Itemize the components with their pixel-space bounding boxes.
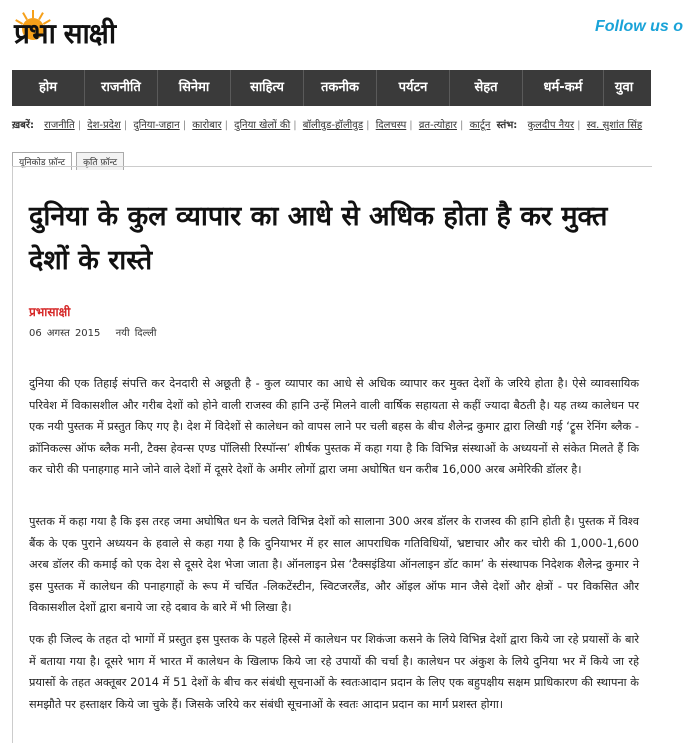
strip-link-kuldip-nayar[interactable]: कुलदीप नैयर <box>527 120 575 131</box>
nav-item-youth[interactable]: युवा <box>614 80 634 95</box>
article-paragraph: एक ही जिल्द के तहत दो भागों में प्रस्तुत इस पुस्तक के पहले हिस्से में कालेधन पर शिकंजा कसने के लिये विभिन्न देशों द्वारा किये जा रहे प्रयासों के बारे में बताया गया है। दूसरे भाग में भारत में कालेधन के खिलाफ किये जा रहे उपायों की चर्चा है। कालेधन पर अंकुश के लिये दुनिया भर में किये जा रहे प्रयासों के तहत अक्तूबर 2014 में 51 देशों के बीच कर संबंधी सूचनाओं के स्वतःआदान प्रदान के लिए एक बहुपक्षीय सक्षम प्राधिकारण की स्थापना के समझौते पर हस्ताक्षर किये जा चुके हैं। जिसके जरिये कर संबंधी सूचनाओं के स्वतः आदान प्रदान का मार्ग प्रशस्त होगा। <box>29 633 639 711</box>
strip-link-business[interactable]: कारोबार <box>192 120 222 131</box>
article-author[interactable]: प्रभासाक्षी <box>29 305 71 319</box>
strip-link-festivals[interactable]: व्रत-त्योहार <box>418 120 458 131</box>
nav-item-politics[interactable]: राजनीति <box>85 70 158 106</box>
article-location: नयी दिल्ली <box>115 328 157 339</box>
strip-link-interesting[interactable]: दिलचस्प <box>375 120 407 131</box>
strip-link-states[interactable]: देश-प्रदेश <box>87 120 121 131</box>
main-nav <box>12 70 651 106</box>
follow-us-link[interactable]: Follow us o <box>595 18 683 35</box>
strip-link-sushant-singh[interactable]: स्व. सुशांत सिंह <box>586 120 643 131</box>
strip-link-sports[interactable]: दुनिया खेलों की <box>234 120 291 131</box>
tab-unicode-font[interactable]: यूनिकोड फ़ॉन्ट <box>12 152 72 170</box>
category-strip: ख़बरें: राजनीति | देश-प्रदेश | दुनिया-जहान | कारोबार | दुनिया खेलों की | बॉलीवुड-हॉलीवुड | दिलचस्प | व्रत-त्योहार | कार्टून स्तंभ: कुलदीप नैयर | स्व. सुशांत सिंह <box>12 120 643 131</box>
nav-item-literature[interactable]: साहित्य <box>231 70 304 106</box>
nav-item-tourism[interactable]: पर्यटन <box>377 70 450 106</box>
nav-item-health[interactable]: सेहत <box>450 70 523 106</box>
news-label: ख़बरें: <box>12 120 34 131</box>
article-meta <box>29 325 157 339</box>
article-date: 06 अगस्त 2015 <box>29 328 101 339</box>
nav-item-home[interactable]: होम <box>12 70 85 106</box>
strip-link-bollywood[interactable]: बॉलीवुड-हॉलीवुड <box>302 120 364 131</box>
nav-item-religion[interactable]: धर्म-कर्म <box>523 70 604 106</box>
column-label: स्तंभ: <box>496 120 518 131</box>
strip-link-world[interactable]: दुनिया-जहान <box>133 120 180 131</box>
article-paragraph: दुनिया की एक तिहाई संपत्ति कर देनदारी से अछूती है - कुल व्यापार का आधे से अधिक व्यापार कर मुक्त देशों के जरिये होता है। ऐसे व्यावसायिक परिवेश में विकासशील और गरीब देशों को होने वाली राजस्व की हानि उन्हें मिलने वाली वार्षिक सहायता से कहीं ज्यादा बैठती है। यह तथ्य कालेधन पर एक नयी पुस्तक में प्रस्तुत किए गए है। देश में विदेशों से कालेधन को वापस लाने पर चली बहस के बीच शैलेन्द्र कुमार द्वारा लिखी गई ‘ट्रूस रेनिंग ब्लैक - क्रॉनिकल्स ऑफ ब्लैक मनी, टैक्स हेवन्स एण्ड पॉलिसी रिस्पॉन्स’ शीर्षक पुस्तक में कहा गया है कि विभिन्न संस्थाओं के अध्ययनों से संकेत मिलते हैं कि कर चोरी की पनाहगाह माने जोने वाले देशों में दूसरे देशों के अमीर लोगों द्वारा जमा अघोषित धन करीब 16,000 अरब अमेरिकी डॉलर है। <box>29 377 639 476</box>
article-paragraph: पुस्तक में कहा गया है कि इस तरह जमा अघोषित धन के चलते विभिन्न देशों को सालाना 300 अरब डॉलर के राजस्व की हानि होती है। पुस्तक में विश्व बैंक के एक पुराने अध्ययन के हवाले से कहा गया है कि दुनियाभर में हर साल आपराधिक गतिविधियों, भ्रष्टाचार और कर चोरी की 1,000-1,600 अरब डॉलर की कमाई को एक देश से दूसरे देश भेजा जाता है। ऑनलाइन प्रेस ‘टैक्सइंडिया ऑनलाइन डॉट काम’ के संस्थापक निदेशक शैलेन्द्र कुमार ने इस पुस्तक में कालेधन की पनाहगाहों के रूप में चर्चित -लिकटेंस्टीन, स्विटजरलैंड, और ऑइल ऑफ मान जैसे देशों और क्षेत्रों - पर विकसित और विकासशील देशों द्वारा बनाये जा रहे दबाव के बारे में भी लिखा है। <box>29 515 639 614</box>
nav-item-cinema[interactable]: सिनेमा <box>158 70 231 106</box>
logo-text: प्रभा साक्षी <box>14 17 116 50</box>
site-logo[interactable] <box>14 8 154 52</box>
article-title: दुनिया के कुल व्यापार का आधे से अधिक होता है कर मुक्त देशों के रास्ते <box>29 201 608 276</box>
strip-link-cartoon[interactable]: कार्टून <box>469 120 491 131</box>
nav-item-technology[interactable]: तकनीक <box>304 70 377 106</box>
article-container <box>12 166 652 743</box>
strip-link-politics[interactable]: राजनीति <box>44 120 75 131</box>
tab-kruti-font[interactable]: कृति फ़ॉन्ट <box>76 152 124 170</box>
